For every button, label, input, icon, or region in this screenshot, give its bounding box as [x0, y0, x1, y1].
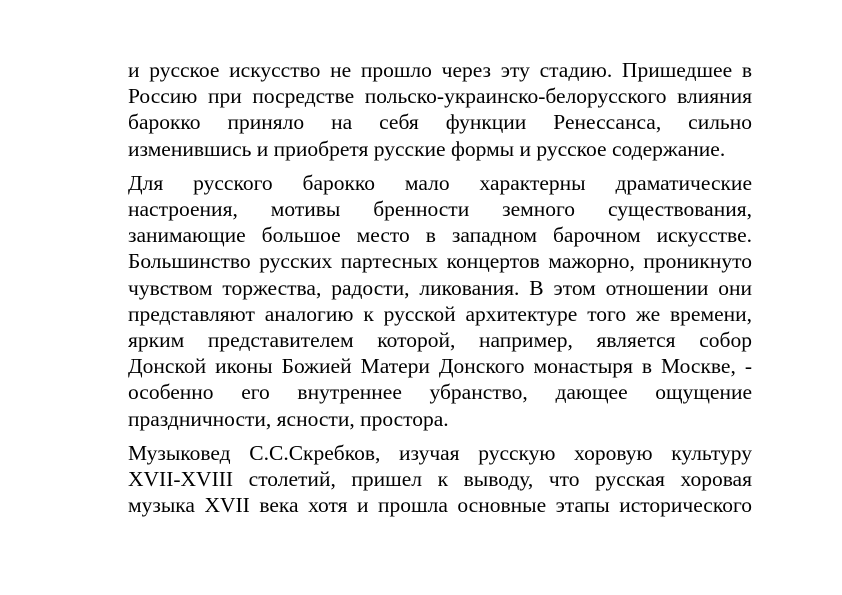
text-line: Донской иконы Божией Матери Донского монастыря в Москве, - [128, 354, 752, 379]
text-line: представляют аналогию к русской архитектуре того же времени, [128, 301, 752, 326]
text-line: настроения, мотивы бренности земного существования, [128, 197, 752, 222]
paragraph-2 [128, 170, 752, 432]
text-line: и русское искусство не прошло через эту стадию. Пришедшее в [128, 58, 752, 82]
text-line: Музыковед С.С.Скребков, изучая русскую хоровую культуру [128, 440, 752, 465]
paragraph-3 [128, 440, 752, 519]
text-line: Большинство русских партесных концертов мажорно, проникнуто [128, 249, 752, 274]
text-line: ярким представителем которой, например, является собор [128, 328, 752, 353]
text-line: занимающие большое место в западном барочном искусстве. [128, 223, 752, 248]
text-line: чувством торжества, радости, ликования. В этом отношении они [128, 275, 752, 300]
paragraph-1 [128, 57, 752, 162]
text-line: изменившись и приобретя русские формы и русское содержание. [128, 136, 726, 161]
text-line: музыка XVII века хотя и прошла основные этапы исторического [128, 493, 752, 518]
text-line: Для русского барокко мало характерны драматические [128, 170, 752, 195]
text-line: праздничности, ясности, простора. [128, 406, 449, 431]
text-line: XVII-XVIII столетий, пришел к выводу, что русская хоровая [128, 467, 752, 492]
text-line: особенно его внутреннее убранство, дающее ощущение [128, 380, 752, 405]
text-line: барокко приняло на себя функции Ренессанса, сильно [128, 110, 752, 135]
text-line: Россию при посредстве польско-украинско-белорусского влияния [128, 84, 752, 109]
document-page [128, 57, 752, 518]
